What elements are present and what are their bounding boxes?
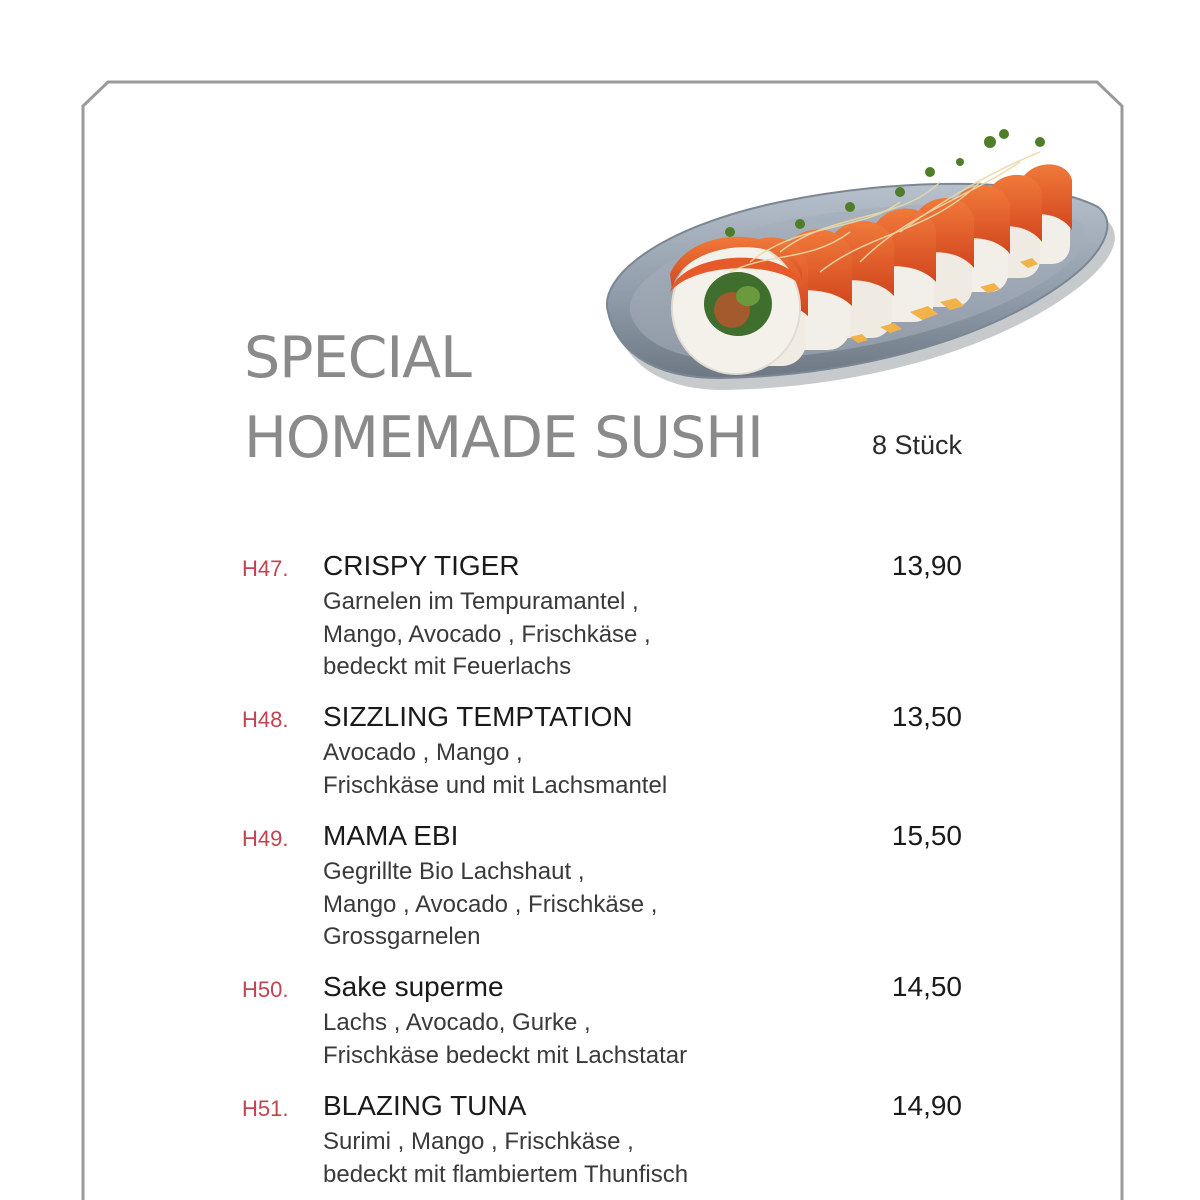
item-price: 15,50 [891, 820, 962, 851]
title-line-2: HOMEMADE SUSHI [244, 405, 763, 471]
item-description [323, 737, 667, 802]
item-description-line: Gegrillte Bio Lachshaut , [323, 858, 585, 885]
item-name: MAMA EBI [323, 820, 459, 851]
item-code: H47. [242, 556, 289, 581]
item-description-line: Surimi , Mango , Frischkäse , [323, 1128, 634, 1155]
item-description-line: bedeckt mit Feuerlachs [323, 653, 572, 680]
pieces-count: 8 Stück [872, 430, 963, 460]
page-title [244, 318, 763, 478]
title-line-1: SPECIAL [244, 325, 471, 391]
item-description-line: Mango, Avocado , Frischkäse , [323, 620, 651, 648]
item-name: BLAZING TUNA [323, 1090, 527, 1121]
item-name: CRISPY TIGER [323, 550, 520, 581]
item-code: H49. [242, 826, 289, 851]
item-name: Sake superme [323, 971, 504, 1002]
item-description-line: Avocado , Mango , [323, 739, 523, 766]
item-code: H50. [242, 977, 289, 1002]
item-description-line: Garnelen im Tempuramantel , [323, 588, 639, 615]
item-code: H51. [242, 1096, 289, 1121]
item-code: H48. [242, 707, 289, 732]
item-price: 14,50 [891, 971, 962, 1002]
item-description [323, 586, 651, 684]
item-description [323, 856, 657, 954]
item-price: 14,90 [891, 1090, 962, 1121]
item-description-line: Lachs , Avocado, Gurke , [323, 1009, 591, 1036]
item-price: 13,90 [891, 550, 962, 581]
item-description-line: Grossgarnelen [323, 923, 481, 950]
item-description-line: Mango , Avocado , Frischkäse , [323, 890, 658, 918]
item-description [323, 1126, 688, 1191]
item-description [323, 1007, 687, 1072]
item-description-line: Frischkäse bedeckt mit Lachstatar [323, 1041, 688, 1069]
item-name: SIZZLING TEMPTATION [323, 701, 633, 732]
item-description-line: Frischkäse und mit Lachsmantel [323, 771, 668, 799]
item-price: 13,50 [891, 701, 962, 732]
item-description-line: bedeckt mit flambiertem Thunfisch [323, 1160, 689, 1188]
